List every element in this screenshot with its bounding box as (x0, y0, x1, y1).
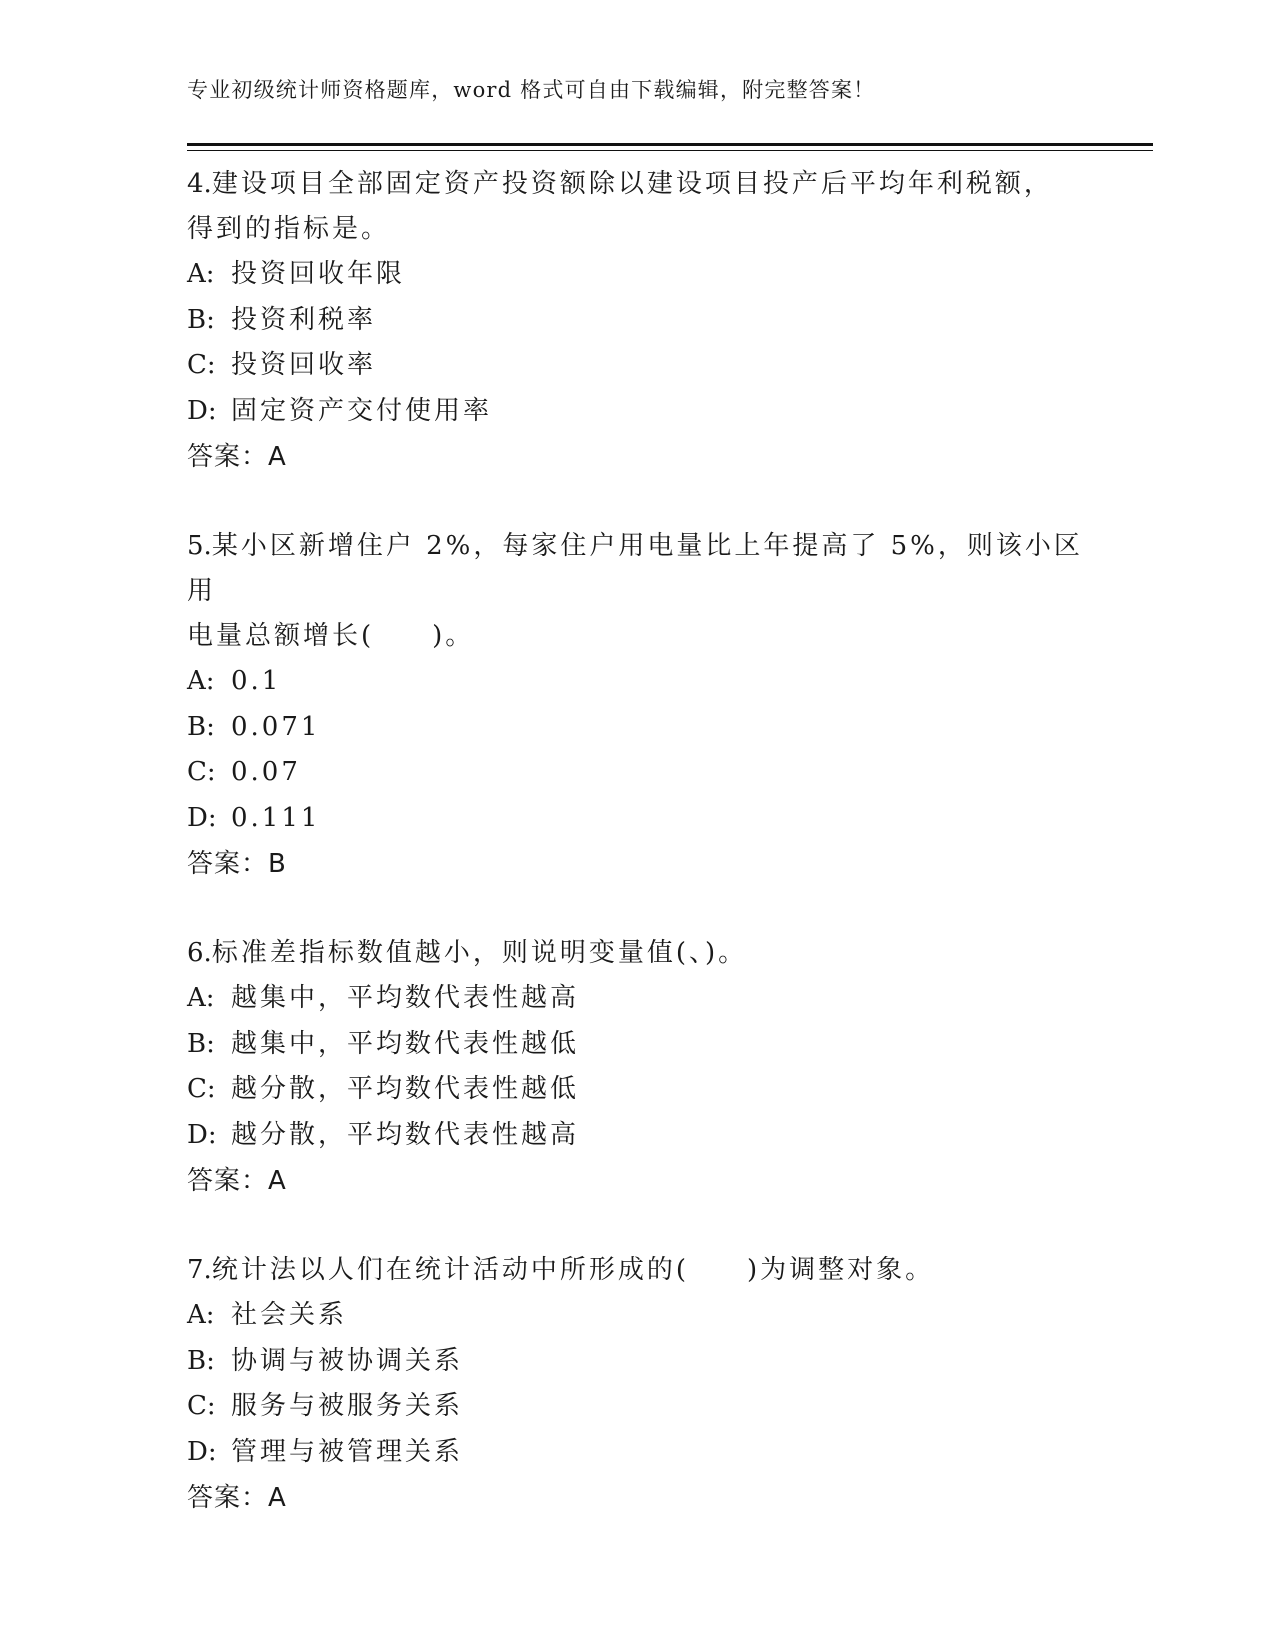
option-text: 越分散，平均数代表性越低 (231, 1074, 580, 1104)
option-c (187, 1384, 1087, 1430)
option-text: 越集中，平均数代表性越低 (231, 1028, 580, 1059)
option-letter: D: (187, 1436, 217, 1467)
question-number: 5. (187, 531, 212, 561)
header-rule-thick (187, 143, 1153, 146)
option-text: 越分散，平均数代表性越高 (231, 1119, 580, 1150)
answer-label: 答案： (187, 849, 269, 879)
option-letter: B: (187, 1028, 215, 1059)
question-number: 4. (187, 169, 212, 199)
option-text: 0.071 (231, 711, 321, 742)
option-letter: A: (187, 259, 215, 289)
option-text: 投资回收率 (231, 350, 377, 380)
question-stem (187, 524, 1087, 659)
answer-line (187, 434, 1087, 480)
option-d (187, 1430, 1087, 1476)
option-letter: D: (187, 395, 217, 426)
question-5 (187, 524, 1087, 887)
option-text: 服务与被服务关系 (231, 1391, 464, 1421)
option-letter: D: (187, 1119, 217, 1150)
option-a (187, 252, 1087, 298)
answer-value: B (268, 849, 286, 879)
option-text: 0.111 (231, 802, 321, 833)
option-text: 0.1 (231, 666, 282, 696)
option-a (187, 976, 1087, 1022)
header-rule-thin (187, 150, 1153, 151)
answer-label: 答案： (187, 1483, 269, 1513)
option-a (187, 659, 1087, 705)
answer-label: 答案： (187, 442, 269, 472)
option-text: 协调与被协调关系 (231, 1345, 464, 1376)
question-7 (187, 1248, 1087, 1521)
answer-label: 答案： (187, 1166, 269, 1196)
question-stem-line: 统计法以人们在统计活动中所形成的( )为调整对象。 (211, 1255, 935, 1285)
question-stem (187, 1248, 1087, 1293)
question-list (187, 162, 1087, 1565)
option-letter: C: (187, 350, 216, 380)
option-text: 固定资产交付使用率 (231, 395, 493, 426)
page-header: 专业初级统计师资格题库，word 格式可自由下载编辑，附完整答案！ (187, 78, 876, 102)
option-text: 社会关系 (231, 1300, 348, 1330)
option-c (187, 1067, 1087, 1113)
answer-line (187, 1475, 1087, 1521)
option-b (187, 298, 1087, 344)
option-letter: C: (187, 757, 216, 787)
question-stem-line: 标准差指标数值越小，则说明变量值(、)。 (211, 938, 748, 968)
answer-line (187, 841, 1087, 887)
option-d (187, 389, 1087, 435)
answer-value: A (268, 442, 286, 472)
question-stem (187, 931, 1087, 976)
option-c (187, 750, 1087, 796)
option-d (187, 796, 1087, 842)
option-b (187, 1022, 1087, 1068)
option-b (187, 705, 1087, 751)
option-letter: C: (187, 1074, 216, 1104)
question-4 (187, 162, 1087, 480)
option-text: 投资利税率 (231, 304, 377, 335)
option-letter: D: (187, 802, 217, 833)
option-letter: A: (187, 666, 215, 696)
option-letter: A: (187, 1300, 215, 1330)
option-text: 越集中，平均数代表性越高 (231, 983, 580, 1013)
option-letter: C: (187, 1391, 216, 1421)
option-text: 管理与被管理关系 (231, 1436, 464, 1467)
question-stem-line: 得到的指标是。 (187, 214, 391, 244)
option-letter: B: (187, 1345, 215, 1376)
question-number: 6. (187, 938, 212, 968)
option-a (187, 1293, 1087, 1339)
option-text: 0.07 (231, 757, 301, 787)
answer-value: A (268, 1483, 286, 1513)
option-text: 投资回收年限 (231, 259, 406, 289)
question-number: 7. (187, 1255, 212, 1285)
option-b (187, 1339, 1087, 1385)
option-letter: A: (187, 983, 215, 1013)
option-c (187, 343, 1087, 389)
question-stem-line: 建设项目全部固定资产投资额除以建设项目投产后平均年利税额， (211, 169, 1053, 199)
question-stem-line: 电量总额增长( )。 (187, 621, 475, 651)
option-letter: B: (187, 304, 215, 335)
answer-value: A (268, 1166, 286, 1196)
question-stem-line: 某小区新增住户 2%，每家住户用电量比上年提高了 5%，则该小区用 (187, 531, 1083, 606)
question-stem (187, 162, 1087, 252)
option-letter: B: (187, 711, 215, 742)
option-d (187, 1113, 1087, 1159)
answer-line (187, 1158, 1087, 1204)
question-6 (187, 931, 1087, 1204)
